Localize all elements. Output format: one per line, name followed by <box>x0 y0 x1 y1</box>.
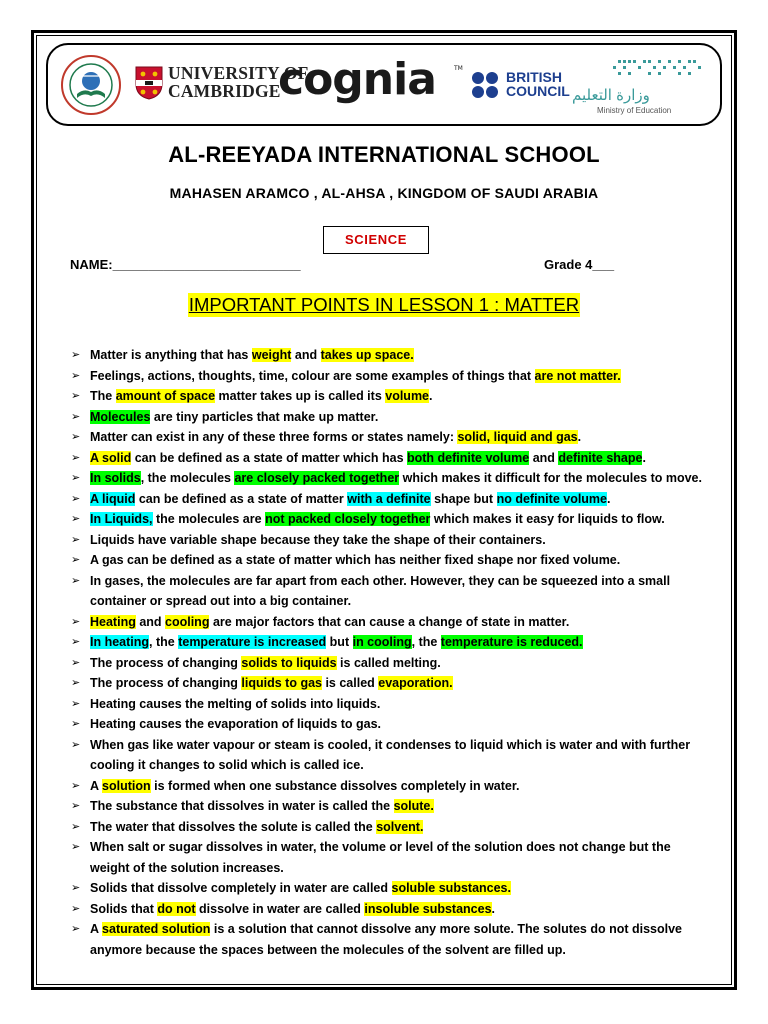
highlighted-text: no definite volume <box>496 491 608 506</box>
point-text: which makes it difficult for the molecules to move. <box>399 471 702 485</box>
point-text: , the <box>411 635 441 649</box>
point-item <box>68 632 708 653</box>
highlighted-text: A liquid <box>90 491 136 506</box>
ministry-arabic-name: وزارة التعليم <box>572 87 650 104</box>
highlighted-text: solvent. <box>376 819 424 834</box>
cambridge-line-1: UNIVERSITY OF <box>168 63 309 83</box>
highlighted-text: solid, liquid and gas <box>457 430 578 444</box>
point-item <box>68 571 708 612</box>
point-item <box>68 448 708 469</box>
point-text: matter takes up is called its <box>215 389 386 403</box>
point-item <box>68 550 708 571</box>
highlighted-text: In Liquids, <box>90 512 153 526</box>
point-text: . <box>429 389 433 403</box>
highlighted-text: with a definite <box>347 491 431 506</box>
point-item <box>68 489 708 510</box>
grade-field: Grade 4___ <box>544 257 615 272</box>
highlighted-text: amount of space <box>115 389 216 403</box>
school-seal-logo <box>60 54 122 116</box>
highlighted-text: In heating <box>90 635 150 649</box>
highlighted-text: do not <box>157 901 196 916</box>
point-item <box>68 673 708 694</box>
point-item <box>68 468 708 489</box>
point-item <box>68 366 708 387</box>
point-item <box>68 530 708 551</box>
highlighted-text: A solid <box>90 450 132 465</box>
highlighted-text: temperature is reduced. <box>440 635 583 649</box>
point-text: Liquids have variable shape because they take the shape of their containers. <box>90 532 546 547</box>
point-text: . <box>642 450 646 465</box>
point-item <box>68 612 708 633</box>
point-text: The substance that dissolves in water is called the <box>90 799 394 813</box>
point-text: The process of changing <box>90 676 242 690</box>
point-text: , the molecules <box>140 471 235 485</box>
point-text: . <box>607 491 611 506</box>
point-text: Matter is anything that has <box>90 348 252 362</box>
point-item <box>68 899 708 920</box>
british-council-dots-icon <box>471 70 503 102</box>
point-item <box>68 653 708 674</box>
point-item <box>68 694 708 715</box>
point-text: . <box>577 430 582 444</box>
point-text: Solids that dissolve completely in water are called <box>90 881 392 895</box>
point-item <box>68 776 708 797</box>
point-item <box>68 427 708 448</box>
highlighted-text: soluble substances. <box>391 881 511 895</box>
point-item <box>68 735 708 776</box>
point-text: is formed when one substance dissolves completely in water. <box>150 778 520 793</box>
highlighted-text: evaporation. <box>378 676 453 690</box>
point-text: Heating causes the evaporation of liquids to gas. <box>90 717 382 731</box>
highlighted-text: weight <box>251 348 292 362</box>
highlighted-text: solute. <box>393 799 434 813</box>
highlighted-text: solids to liquids <box>241 655 337 670</box>
point-text: are tiny particles that make up matter. <box>150 409 379 424</box>
point-text: but <box>326 635 353 649</box>
highlighted-text: volume <box>385 389 430 403</box>
point-text: When salt or sugar dissolves in water, the volume or level of the solution does not change but the weight of the solution increases. <box>90 840 671 875</box>
lesson-title <box>0 293 768 317</box>
point-text: , the <box>149 635 179 649</box>
british-council-line-2: COUNCIL <box>506 83 570 99</box>
highlighted-text: takes up space. <box>320 348 414 362</box>
important-points-list <box>68 345 708 960</box>
point-text: is a solution that cannot dissolve any more solute. The solutes do not dissolve anymore because the spaces between the molecules of the solvent are filled up. <box>90 922 683 957</box>
point-text: The water that dissolves the solute is called the <box>90 819 377 834</box>
point-text: can be defined as a state of matter <box>135 491 348 506</box>
school-name: AL-REEYADA INTERNATIONAL SCHOOL <box>168 142 600 167</box>
point-text: Heating causes the melting of solids into liquids. <box>90 696 381 711</box>
point-item <box>68 817 708 838</box>
cognia-logo <box>278 56 466 104</box>
point-item <box>68 714 708 735</box>
highlighted-text: In solids <box>90 471 141 485</box>
point-text: is called melting. <box>336 655 441 670</box>
highlighted-text: not packed closely together <box>265 512 431 526</box>
point-text: the molecules are <box>152 512 266 526</box>
point-item <box>68 878 708 899</box>
highlighted-text: Heating <box>90 614 136 629</box>
point-item <box>68 837 708 878</box>
point-item <box>68 407 708 428</box>
point-text: and <box>291 348 321 362</box>
point-item <box>68 796 708 817</box>
british-council-line-1: BRITISH <box>506 69 562 85</box>
point-item <box>68 386 708 407</box>
highlighted-text: liquids to gas <box>241 676 322 690</box>
british-council-text <box>506 70 570 98</box>
point-text: are major factors that can cause a change of state in matter. <box>209 614 570 629</box>
point-text: and <box>529 450 559 465</box>
point-item <box>68 345 708 366</box>
highlighted-text: are closely packed together <box>234 471 400 485</box>
point-text: is called <box>321 676 379 690</box>
point-text: The process of changing <box>90 655 242 670</box>
point-text: Solids that <box>90 901 158 916</box>
point-item <box>68 919 708 960</box>
point-text: shape but <box>430 491 497 506</box>
highlighted-text: cooling <box>165 614 210 629</box>
highlighted-text: definite shape <box>558 450 643 465</box>
lesson-title-text: IMPORTANT POINTS IN LESSON 1 : MATTER <box>188 294 580 315</box>
svg-text:TM: TM <box>454 65 463 72</box>
point-text: Matter can exist in any of these three forms or states namely: <box>90 430 458 444</box>
point-text: A gas can be defined as a state of matter which has neither fixed shape nor fixed volume. <box>90 553 621 567</box>
highlighted-text: Molecules <box>90 409 151 424</box>
highlighted-text: are not matter. <box>534 368 621 383</box>
highlighted-text: saturated solution <box>102 922 211 936</box>
highlighted-text: solution <box>102 778 151 793</box>
school-address: MAHASEN ARAMCO , AL-AHSA , KINGDOM OF SAUDI ARABIA <box>169 185 599 201</box>
subject-box: SCIENCE <box>323 226 429 254</box>
point-item <box>68 509 708 530</box>
point-text: The <box>90 389 116 403</box>
highlighted-text: in cooling <box>352 635 412 649</box>
point-text: A <box>90 778 103 793</box>
highlighted-text: insoluble substances <box>364 901 492 916</box>
cambridge-line-2: CAMBRIDGE <box>168 81 281 101</box>
point-text: Feelings, actions, thoughts, time, colour are some examples of things that <box>90 368 535 383</box>
highlighted-text: both definite volume <box>407 450 530 465</box>
ministry-english-name: Ministry of Education <box>597 106 672 115</box>
cambridge-shield-icon <box>135 66 163 100</box>
cognia-wordmark: cognia <box>278 56 436 104</box>
student-name-field: NAME:__________________________ <box>70 257 301 272</box>
point-text: which makes it easy for liquids to flow. <box>430 512 665 526</box>
point-text: can be defined as a state of matter which has <box>131 450 407 465</box>
point-text: dissolve in water are called <box>195 901 365 916</box>
point-text: In gases, the molecules are far apart from each other. However, they can be squeezed into a small container or spread out into a big container. <box>90 573 671 608</box>
point-text: A <box>90 922 103 936</box>
point-text: . <box>491 901 496 916</box>
point-text: and <box>135 614 166 629</box>
highlighted-text: temperature is increased <box>178 635 327 649</box>
point-text: When gas like water vapour or steam is cooled, it condenses to liquid which is water and with further cooling it changes to solid which is called ice. <box>90 737 691 772</box>
